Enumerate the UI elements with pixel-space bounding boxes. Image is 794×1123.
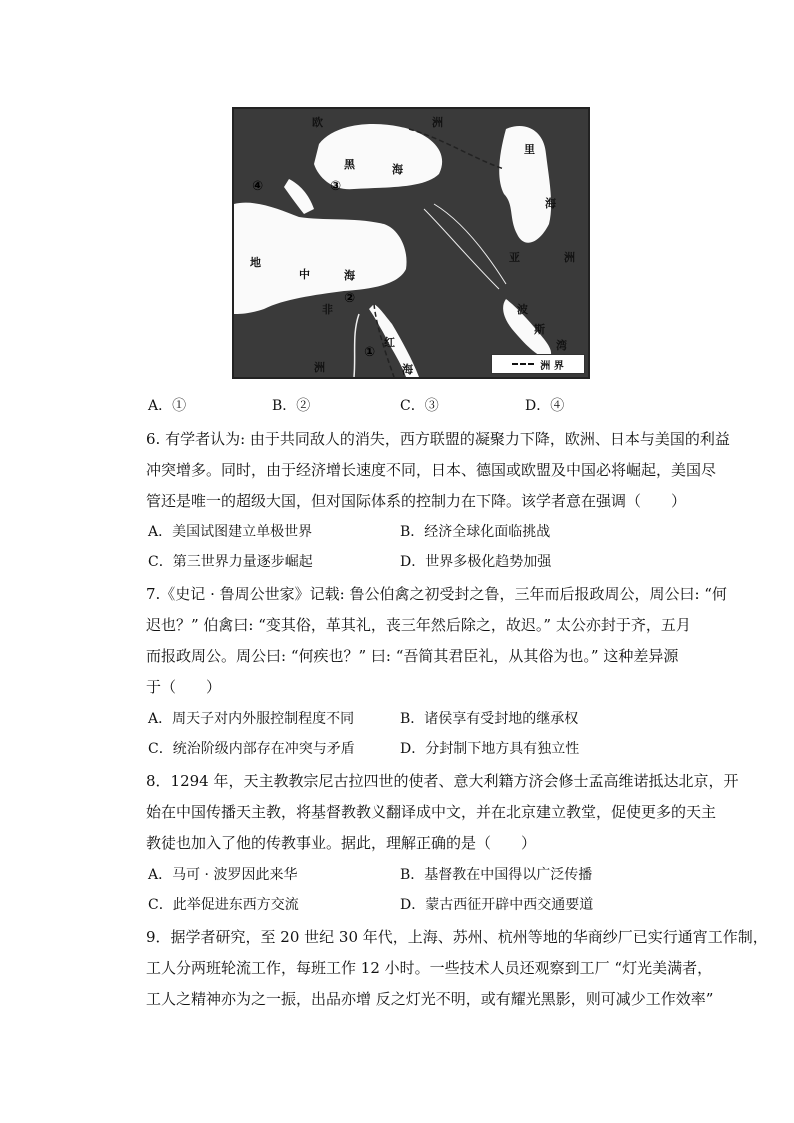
q8-stem-line-1: 8．1294 年，天主教教宗尼古拉四世的使者、意大利籍方济会修士孟高维诺抵达北京，开: [146, 772, 739, 790]
q5-option-c: C．③: [400, 398, 439, 414]
q8-option-c: C．此举促进东西方交流: [148, 897, 299, 913]
q8-stem-line-2: 始在中国传播天主教，将基督教教义翻译成中文，并在北京建立教堂，促使更多的天主: [146, 803, 717, 821]
q7-option-a: A．周天子对内外服控制程度不同: [148, 711, 355, 727]
map-marker-1: ①: [364, 345, 376, 360]
q6-option-a: A．美国试图建立单极世界: [148, 524, 313, 540]
map-marker-2: ②: [344, 291, 356, 306]
q6-stem-line-3: 管还是唯一的超级大国，但对国际体系的控制力在下降。该学者意在强调（ ）: [146, 492, 687, 510]
q5-option-d: D．④: [525, 398, 565, 414]
q7-option-d: D．分封制下地方具有独立性: [400, 741, 580, 757]
border-line-icon: [512, 363, 534, 365]
q8-option-a: A．马可 · 波罗因此来华: [148, 867, 298, 883]
map-label-caspian: 里: [524, 143, 535, 156]
q6-option-d: D．世界多极化趋势加强: [400, 554, 552, 570]
q7-stem-line-3: 而报政周公。周公曰: “何疾也？” 曰: “吾简其君臣礼，从其俗为也。” 这种差异源: [146, 647, 679, 665]
q6-stem-line-1: 6. 有学者认为: 由于共同敌人的消失，西方联盟的凝聚力下降，欧洲、日本与美国的利益: [146, 430, 730, 448]
q7-stem-line-1: 7.《史记 · 鲁周公世家》记载: 鲁公伯禽之初受封之鲁，三年而后报政周公，周公曰: “何: [146, 585, 727, 603]
map-label-red-sea: 红: [384, 336, 395, 349]
map-label-black-sea-2: 海: [392, 163, 403, 176]
q8-option-b: B．基督教在中国得以广泛传播: [400, 867, 593, 883]
map-label-mediterranean-3: 海: [344, 269, 355, 282]
q9-stem-line-3: 工人之精神亦为之一振，出品亦增 反之灯光不明，或有耀光黑影，则可减少工作效率”: [146, 990, 714, 1008]
map-label-mediterranean: 地: [250, 256, 261, 269]
map-figure: [232, 107, 590, 379]
q8-stem-line-3: 教徒也加入了他的传教事业。据此，理解正确的是（ ）: [146, 834, 537, 852]
map-label-persian-gulf-3: 湾: [556, 339, 567, 352]
map-label-europe-2: 洲: [432, 116, 443, 129]
map-label-europe: 欧: [312, 116, 323, 129]
map-label-africa-2: 洲: [314, 361, 325, 374]
map-legend-label: 洲 界: [540, 360, 564, 372]
q5-option-a: A．①: [148, 398, 187, 414]
map-marker-4: ④: [252, 179, 264, 194]
q6-option-b: B．经济全球化面临挑战: [400, 524, 551, 540]
map-label-africa: 非: [322, 303, 333, 316]
q9-stem-line-1: 9．据学者研究，至 20 世纪 30 年代，上海、苏州、杭州等地的华商纱厂已实行通宵工作制，: [146, 928, 768, 946]
q5-option-b: B．②: [272, 398, 311, 414]
map-label-caspian-2: 海: [545, 197, 556, 210]
map-label-red-sea-2: 海: [402, 363, 413, 376]
q7-option-c: C．统治阶级内部存在冲突与矛盾: [148, 741, 355, 757]
q7-stem-line-2: 迟也？” 伯禽曰: “变其俗，革其礼，丧三年然后除之，故迟。” 太公亦封于齐，五月: [146, 616, 691, 634]
q9-stem-line-2: 工人分两班轮流工作，每班工作 12 小时。一些技术人员还观察到工厂 “灯光美满者，: [146, 959, 713, 977]
map-label-persian-gulf: 波: [517, 303, 528, 316]
q7-stem-line-4: 于（ ）: [146, 678, 222, 696]
map-legend: [491, 354, 585, 374]
map-label-asia-2: 洲: [564, 251, 575, 264]
q6-stem-line-2: 冲突增多。同时，由于经济增长速度不同，日本、德国或欧盟及中国必将崛起，美国尽: [146, 461, 717, 479]
map-label-asia: 亚: [509, 251, 520, 264]
map-marker-3: ③: [330, 179, 342, 194]
q6-option-c: C．第三世界力量逐步崛起: [148, 554, 313, 570]
q7-option-b: B．诸侯享有受封地的继承权: [400, 711, 579, 727]
q8-option-d: D．蒙古西征开辟中西交通要道: [400, 897, 594, 913]
map-label-black-sea: 黑: [344, 158, 355, 171]
map-label-persian-gulf-2: 斯: [534, 323, 545, 336]
map-label-mediterranean-2: 中: [299, 268, 310, 281]
